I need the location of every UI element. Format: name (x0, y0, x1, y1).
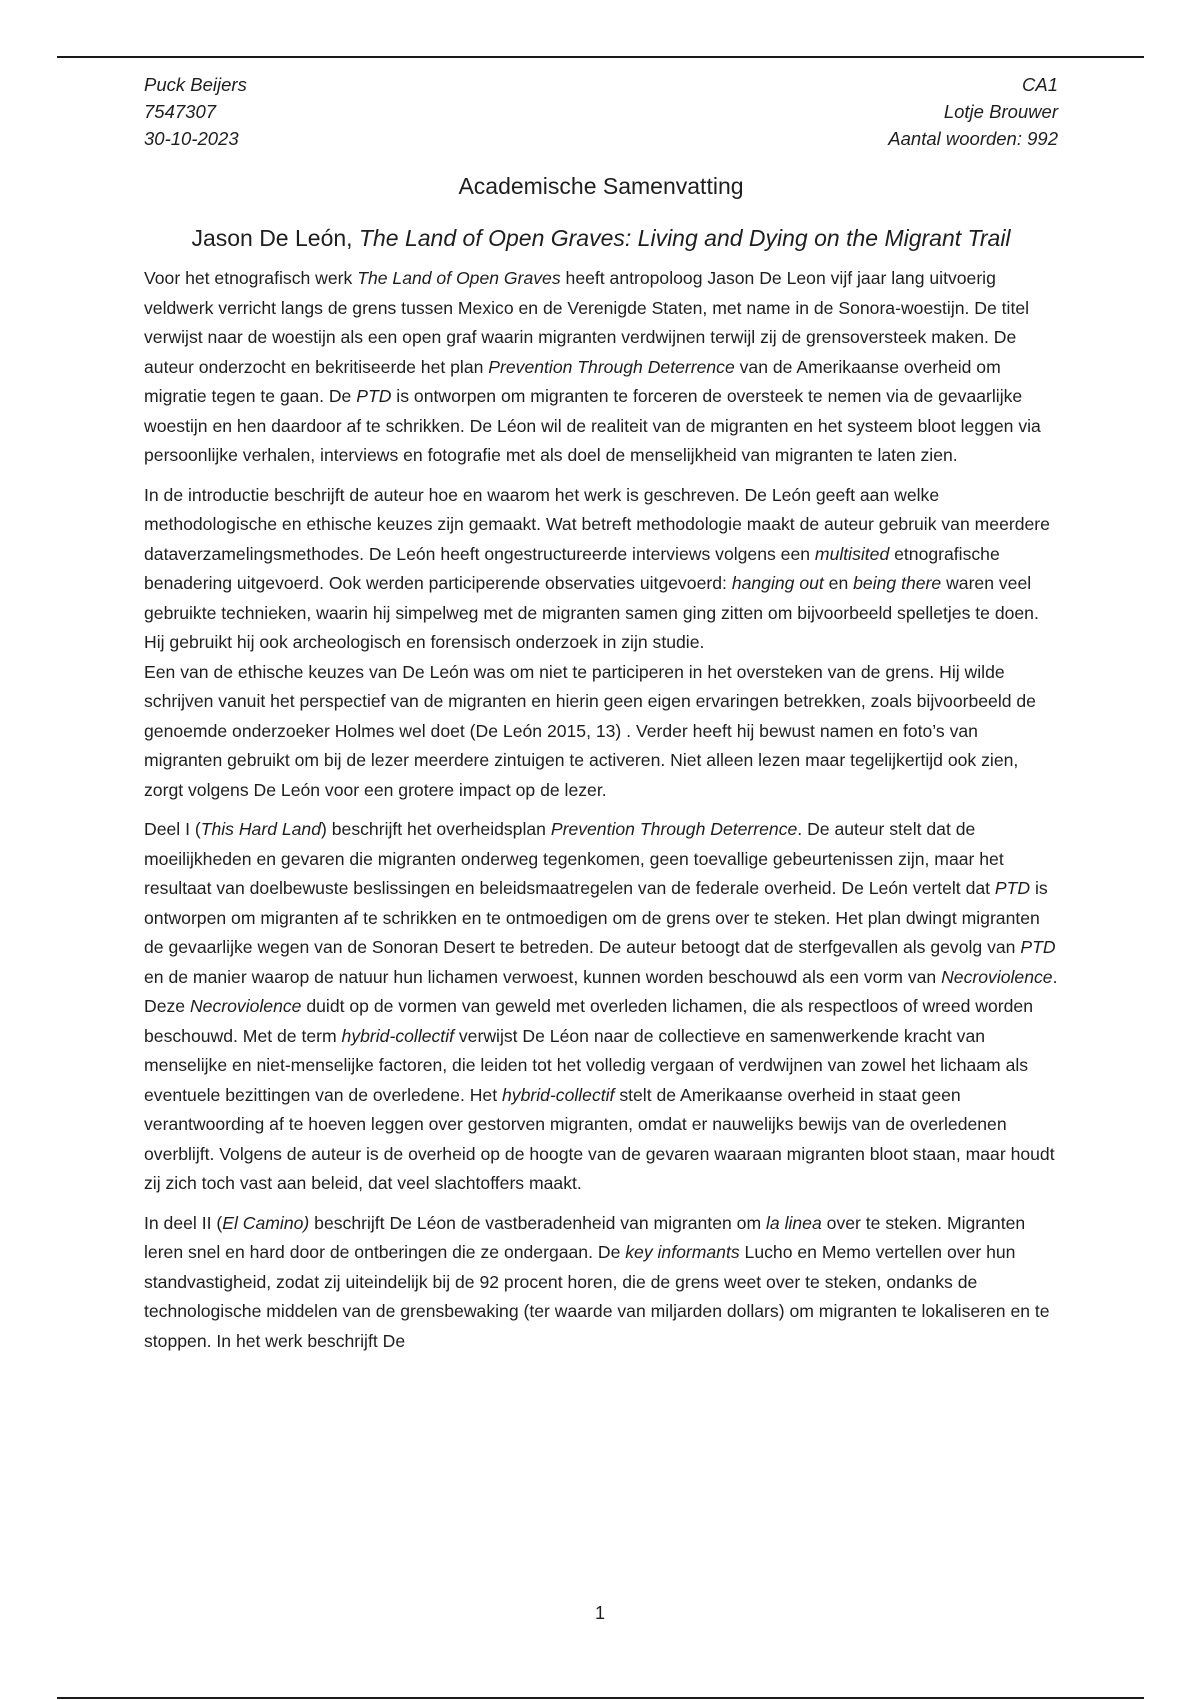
italic-text: PTD (994, 878, 1031, 898)
italic-text: PTD (356, 386, 392, 406)
author-name: Puck Beijers (144, 74, 247, 95)
text-run: Een van de ethische keuzes van De León was om niet te participeren in het oversteken van de grens. Hij wilde schrijven vanuit het perspectief van de migranten en hierin geen eigen ervaringen betrekken, zoals bijvoorbeeld de genoemde onderzoeker Holmes wel doet (De León 2015, 13) . Verder heeft hij bewust namen en foto’s van migranten gebruikt om bij de lezer meerdere zintuigen te activeren. Niet alleen lezen maar tegelijkertijd ook zien, zorgt volgens De León voor een grotere impact op de lezer. (144, 661, 1036, 800)
footer-rule (57, 1697, 1144, 1699)
italic-text: The Land of Open Graves (357, 268, 561, 288)
text-run: Deel I ( (144, 819, 201, 839)
header-right (888, 71, 1058, 152)
italic-text: This Hard Land (200, 819, 322, 839)
italic-text: Prevention Through Deterrence (550, 819, 798, 839)
text-run: In de introductie beschrijft de auteur hoe en waarom het werk is geschreven. De León geeft aan welke methodologische en ethische keuzes zijn gemaakt. Wat betreft methodologie maakt de auteur gebruik van meerdere dataverzamelingsmethodes. De León heeft ongestructureerde interviews volgens een (144, 484, 1050, 564)
text-run: ) beschrijft het overheidsplan (321, 819, 551, 839)
text-run: . De auteur stelt dat de moeilijkheden en gevaren die migranten onderweg tegenkomen, geen toevallige gebeurtenissen zijn, maar het resultaat van doelbewuste beslissingen en beleidsmaatregelen van de federale overheid. De León vertelt dat (144, 819, 1004, 898)
text-run: verwijst De Léon naar de collectieve en samenwerkende kracht van menselijke en niet-menselijke factoren, die leiden tot het volledig vergaan of verdwijnen van zowel het lichaam als eventuele bezittingen van de overledene. Het (144, 1025, 1029, 1105)
course-code: CA1 (1022, 74, 1058, 95)
paragraph-methodology (144, 481, 1058, 658)
text-run: en de manier waarop de natuur hun lichamen verwoest, kunnen worden beschouwd als een vorm van (144, 966, 942, 987)
paragraph-part-one (144, 815, 1058, 1199)
text-run: . Deze (144, 966, 1058, 1016)
text-run: heeft antropoloog Jason De Leon vijf jaar lang uitvoerig veldwerk verricht langs de grens tussen Mexico en de Verenigde Staten, met name in de Sonora-woestijn. De titel verwijst naar de woestijn als een open graf waarin migranten verdwijnen terwijl zij de grensoversteek maken. De auteur onderzocht en bekritiseerde het plan (144, 268, 1030, 377)
header-left (144, 71, 247, 152)
text-run: over te steken. Migranten leren snel en hard door de ontberingen die ze ondergaan. De (144, 1212, 1026, 1262)
text-run: is ontworpen om migranten af te schrikken en te ontmoedigen om de grens over te steken. Het plan dwingt migranten de gevaarlijke wegen van de Sonoran Desert te betreden. De auteur betoogt dat de sterfgevallen als gevolg van (144, 878, 1048, 957)
document-page (144, 71, 1058, 1356)
text-run: etnografische benadering uitgevoerd. Ook werden participerende observaties uitgevoerd: (144, 543, 1000, 593)
subtitle-book-title: The Land of Open Graves: Living and Dying on the Migrant Trail (358, 225, 1011, 251)
text-run: duidt op de vormen van geweld met overleden lichamen, die als respectloos of wreed worden beschouwd. Met de term (144, 996, 1033, 1046)
text-run: van de Amerikaanse overheid om migratie tegen te gaan. De (144, 356, 1001, 406)
italic-text: hybrid-collectif (502, 1084, 615, 1105)
text-run: beschrijft De Léon de vastberadenheid van migranten om (309, 1212, 766, 1233)
text-run: en (823, 573, 854, 593)
italic-text: El Camino) (222, 1212, 310, 1233)
text-run: In deel II ( (144, 1212, 223, 1233)
header-rule (57, 56, 1144, 58)
document-subtitle (144, 222, 1058, 254)
teacher-name: Lotje Brouwer (943, 101, 1058, 122)
text-run: waren veel gebruikte technieken, waarin hij simpelweg met de migranten samen ging zitten om bijvoorbeeld spelletjes te doen. Hij gebruikt hij ook archeologisch en forensisch onderzoek in zijn studie. (144, 573, 1039, 652)
document-date: 30-10-2023 (144, 128, 239, 149)
paragraph-ethics (144, 658, 1058, 806)
italic-text: Prevention Through Deterrence (488, 356, 735, 377)
italic-text: hanging out (731, 573, 824, 593)
word-count: Aantal woorden: 992 (888, 128, 1058, 149)
italic-text: key informants (625, 1242, 740, 1262)
document-body (144, 264, 1058, 1356)
italic-text: Necroviolence (189, 996, 302, 1016)
paragraph-part-two (144, 1209, 1058, 1357)
italic-text: Necroviolence (941, 966, 1053, 987)
student-number: 7547307 (144, 101, 217, 122)
document-title: Academische Samenvatting (458, 173, 744, 199)
text-run: stelt de Amerikaanse overheid in staat geen verantwoording af te hoeven leggen over gestorven migranten, omdat er nauwelijks bewijs van de overledenen overblijft. Volgens de auteur is de overheid op de hoogte van de gevaren waaraan migranten bloot staan, maar houdt zij zich toch vast aan beleid, dat veel slachtoffers maakt. (144, 1084, 1055, 1193)
text-run: Lucho en Memo vertellen over hun standvastigheid, zodat zij uiteindelijk bij de 92 procent horen, die de grens weet over te steken, ondanks de technologische middelen van de grensbewaking (ter waarde van miljarden dollars) om migranten te lokaliseren en te stoppen. In het werk beschrijft De (144, 1242, 1050, 1351)
text-run: is ontworpen om migranten te forceren de oversteek te nemen via de gevaarlijke woestijn en hen daardoor af te schrikken. De Léon wil de realiteit van de migranten en het systeem bloot leggen via persoonlijke verhalen, interviews en fotografie met als doel de menselijkheid van migranten te laten zien. (144, 386, 1041, 465)
italic-text: PTD (1020, 937, 1056, 957)
italic-text: multisited (814, 543, 890, 564)
subtitle-author: Jason De León, (191, 225, 359, 251)
italic-text: being there (853, 573, 942, 593)
document-header (144, 71, 1058, 152)
italic-text: hybrid-collectif (341, 1025, 454, 1046)
text-run: Voor het etnografisch werk (144, 268, 358, 288)
italic-text: la linea (766, 1212, 822, 1233)
paragraph-intro (144, 264, 1058, 471)
page-number: 1 (594, 1603, 605, 1623)
